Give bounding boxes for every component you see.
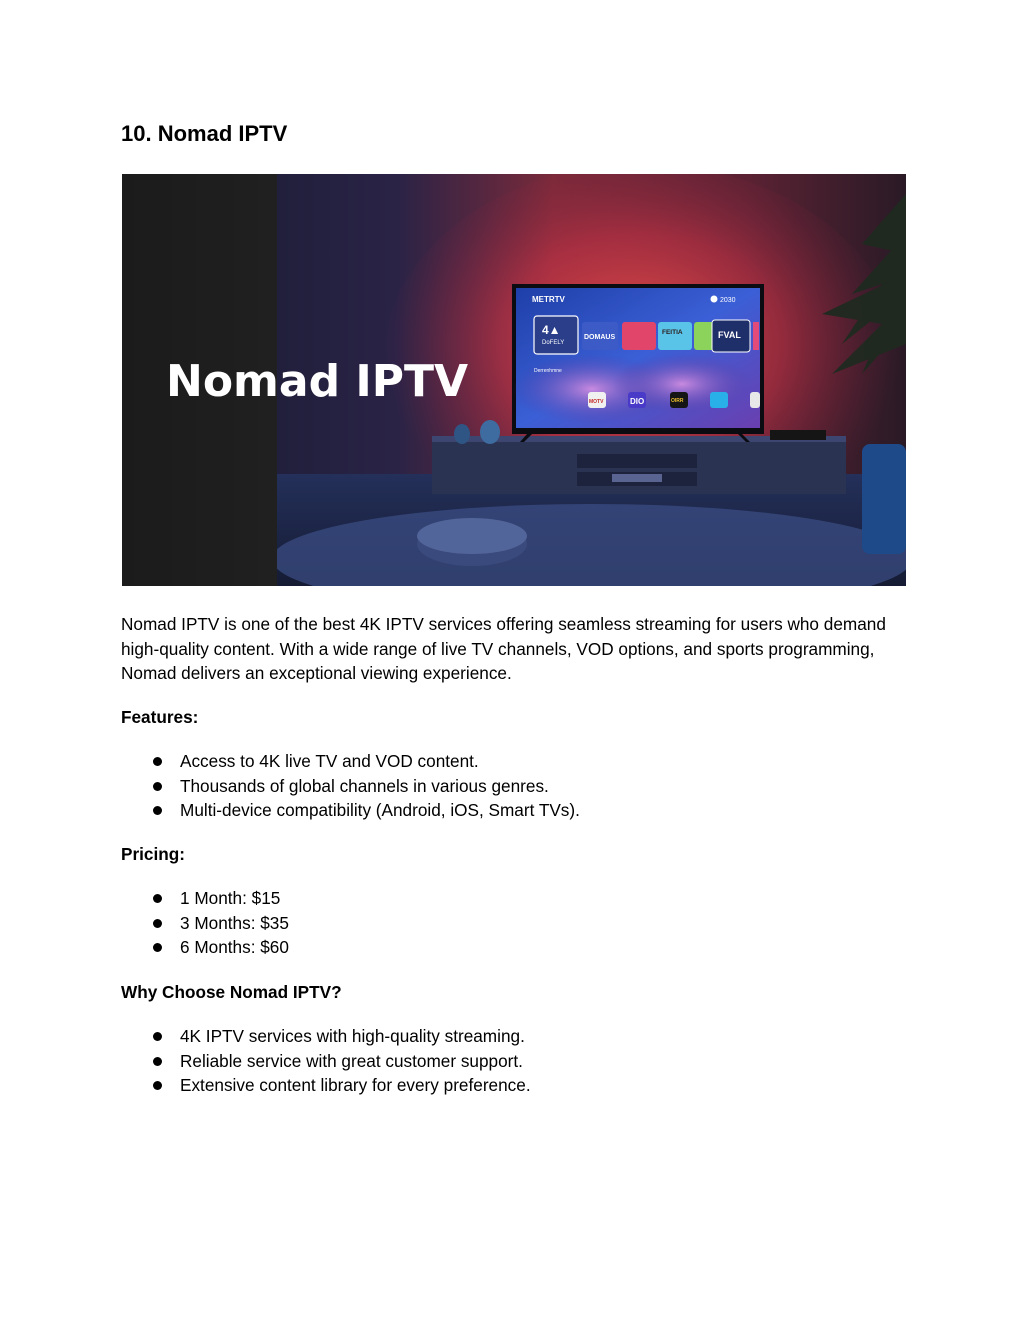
clock-icon xyxy=(711,296,718,303)
tv-app-label: OIRR xyxy=(671,398,684,404)
tv-app-icon xyxy=(750,392,760,408)
list-item: Extensive content library for every preference. xyxy=(121,1073,906,1098)
tv-tile-label: DoFELY xyxy=(542,340,565,346)
tv-app-label: DIO xyxy=(630,397,645,406)
tv-tile-label: FVAL xyxy=(718,330,741,340)
hero-overlay-title: Nomad IPTV xyxy=(166,356,469,407)
list-item: Multi-device compatibility (Android, iOS, Smart TVs). xyxy=(121,798,906,823)
bullet-icon xyxy=(153,782,162,791)
list-item: 4K IPTV services with high-quality streaming. xyxy=(121,1024,906,1049)
tv-app-label: MOTV xyxy=(589,399,604,405)
intro-paragraph: Nomad IPTV is one of the best 4K IPTV services offering seamless streaming for users who demand high-quality content. With a wide range of live TV channels, VOD options, and sports programming, Nomad delivers an exceptional viewing experience. xyxy=(121,614,886,683)
bullet-icon xyxy=(153,1032,162,1041)
bullet-icon xyxy=(153,757,162,766)
list-item: 3 Months: $35 xyxy=(121,911,906,936)
tv-clock-label: 2030 xyxy=(720,297,736,304)
tv-tile xyxy=(658,322,692,350)
tv-section-label: Derrenhmne xyxy=(534,368,562,374)
tv-tile-label: DOMAUS xyxy=(584,334,616,341)
svg-text:4▲: 4▲ xyxy=(542,323,561,337)
features-heading: Features: xyxy=(121,707,199,727)
tv-app-icon xyxy=(710,392,728,408)
features-list xyxy=(121,749,906,823)
bullet-icon xyxy=(153,894,162,903)
bullet-icon xyxy=(153,1057,162,1066)
list-item: Reliable service with great customer support. xyxy=(121,1049,906,1074)
why-choose-list xyxy=(121,1024,906,1098)
tv-brand-label: METRTV xyxy=(532,295,565,304)
tv-tile xyxy=(694,322,714,350)
page-title: 10. Nomad IPTV xyxy=(121,121,288,146)
tv-tile-label: FEITIA xyxy=(662,329,683,336)
bullet-icon xyxy=(153,919,162,928)
list-item: 6 Months: $60 xyxy=(121,935,906,960)
bullet-icon xyxy=(153,1081,162,1090)
tv-tile xyxy=(622,322,656,350)
pricing-heading: Pricing: xyxy=(121,844,185,864)
hero-image xyxy=(122,174,906,586)
list-item: 1 Month: $15 xyxy=(121,886,906,911)
list-item: Access to 4K live TV and VOD content. xyxy=(121,749,906,774)
bullet-icon xyxy=(153,943,162,952)
bullet-icon xyxy=(153,806,162,815)
why-choose-heading: Why Choose Nomad IPTV? xyxy=(121,982,342,1002)
pricing-list xyxy=(121,886,906,960)
list-item: Thousands of global channels in various genres. xyxy=(121,774,906,799)
